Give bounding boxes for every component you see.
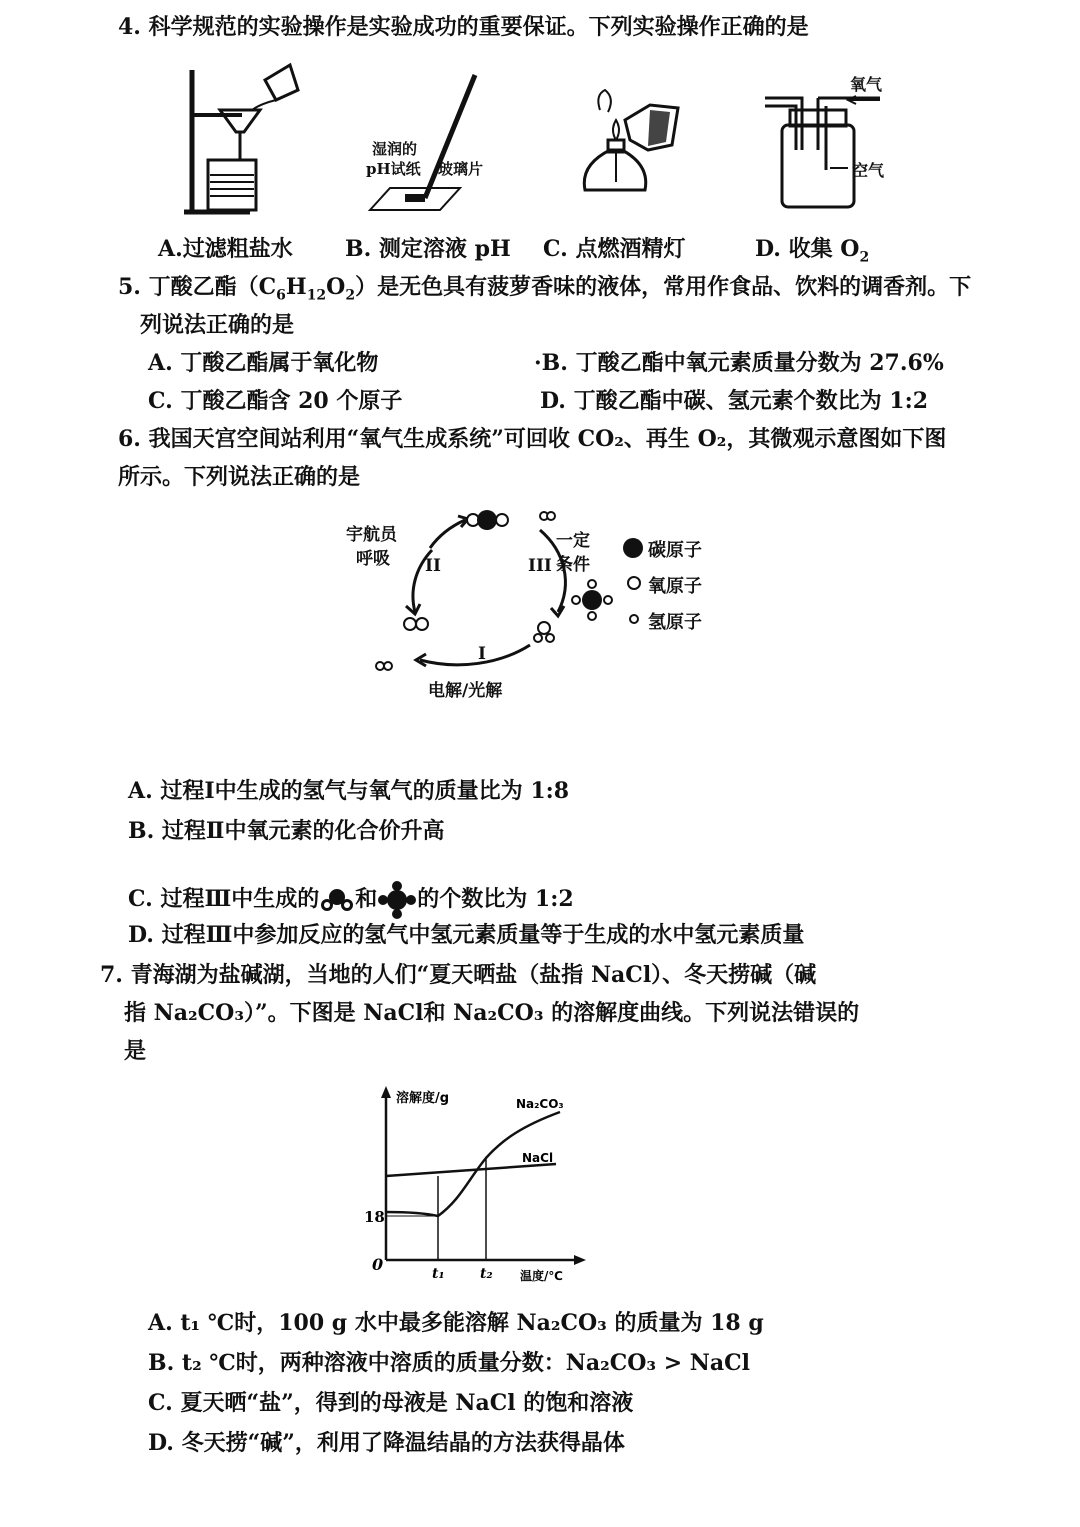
- x-axis-arrow: [574, 1255, 586, 1265]
- label-condition1: 一定: [556, 531, 590, 551]
- figure-alcohol-lamp: [570, 70, 700, 215]
- q5-stem-line1: 5. 丁酸乙酯$(C_6H_{12}O_2)$是无色具有菠萝香味的液体，常用作食品、饮料的调香剂。下: [118, 274, 972, 304]
- figure-filtration: [180, 60, 310, 220]
- label-air: 空气: [852, 161, 885, 180]
- label-condition2: 条件: [556, 555, 590, 575]
- legend-hydrogen-icon: [628, 613, 640, 625]
- q7-option-d: D. 冬天捞“碱”，利用了降温结晶的方法获得晶体: [148, 1430, 625, 1456]
- q4-stem: 4. 科学规范的实验操作是实验成功的重要保证。下列实验操作正确的是: [118, 14, 809, 40]
- q6-stem-line2: 所示。下列说法正确的是: [118, 464, 361, 490]
- x-tick-t1: t₁: [432, 1266, 445, 1282]
- legend-oxygen-icon: [626, 575, 642, 591]
- label-electrolysis: 电解/光解: [428, 681, 503, 701]
- legend-hydrogen: 氢原子: [648, 612, 702, 633]
- series-nacl-line: [386, 1164, 556, 1176]
- label-ph-paper: pH试纸: [366, 160, 421, 178]
- label-glass: 玻璃片: [438, 160, 484, 178]
- label-astronaut: 宇航员: [346, 525, 397, 545]
- q4-option-a: A.过滤粗盐水: [158, 236, 293, 262]
- q5-option-d: D. 丁酸乙酯中碳、氢元素个数比为 1:2: [540, 388, 929, 414]
- q7-option-b: B. t₂ ℃时，两种溶液中溶质的质量分数：Na₂CO₃ > NaCl: [148, 1350, 751, 1376]
- q5-stem-line2: 列说法正确的是: [140, 312, 295, 338]
- q5-option-b: ·B. 丁酸乙酯中氧元素质量分数为 27.6%: [534, 350, 944, 376]
- q6-option-b: B. 过程Ⅱ中氧元素的化合价升高: [128, 818, 445, 844]
- q6-option-c: C. 过程Ⅲ中生成的 和 的个数比为 1:2: [128, 880, 574, 920]
- q7-stem-line1: 7. 青海湖为盐碱湖，当地的人们“夏天晒盐（盐指 NaCl）、冬天捞碱（碱: [100, 962, 817, 988]
- co2-o-right-atom: [496, 514, 508, 526]
- q4-option-d: D. 收集 $O_2$: [755, 236, 870, 266]
- legend-carbon: 碳原子: [648, 540, 702, 561]
- q5-option-c: C. 丁酸乙酯含 20 个原子: [148, 388, 403, 414]
- label-process-1: I: [478, 644, 486, 664]
- q4-option-c: C. 点燃酒精灯: [543, 236, 686, 262]
- y-axis-arrow: [381, 1086, 391, 1098]
- q7-stem-line2: 指 Na₂CO₃）”。下图是 NaCl和 Na₂CO₃ 的溶解度曲线。下列说法错误的: [124, 1000, 860, 1026]
- legend-carbon-icon: [622, 537, 644, 559]
- origin-label: 0: [372, 1255, 384, 1274]
- label-breathing: 呼吸: [356, 549, 390, 569]
- x-axis-label: 温度/℃: [520, 1269, 563, 1283]
- series-label-nacl: NaCl: [522, 1151, 554, 1165]
- co2-c-atom: [477, 510, 497, 530]
- h2o-molecule-icon: [319, 888, 355, 912]
- q7-option-c: C. 夏天晒“盐”，得到的母液是 NaCl 的饱和溶液: [148, 1390, 634, 1416]
- label-process-3: III: [528, 556, 552, 576]
- series-label-na2co3: Na₂CO₃: [516, 1097, 564, 1111]
- legend-oxygen: 氧原子: [648, 576, 702, 597]
- ch4-molecule-icon: [377, 880, 417, 920]
- solubility-chart: [360, 1080, 600, 1290]
- q7-option-a: A. t₁ ℃时，100 g 水中最多能溶解 Na₂CO₃ 的质量为 18 g: [148, 1310, 764, 1336]
- label-wet: 湿润的: [372, 140, 418, 158]
- q6-option-a: A. 过程Ⅰ中生成的氢气与氧气的质量比为 1:8: [128, 778, 570, 804]
- q6-option-d: D. 过程Ⅲ中参加反应的氢气中氢元素质量等于生成的水中氢元素质量: [128, 922, 805, 948]
- label-oxygen: 氧气: [850, 75, 883, 94]
- q7-stem-line3: 是: [124, 1038, 147, 1064]
- ch4-c-atom: [582, 590, 602, 610]
- x-tick-t2: t₂: [480, 1266, 493, 1282]
- q5-option-a: A. 丁酸乙酯属于氧化物: [148, 350, 379, 376]
- label-process-2: II: [425, 556, 441, 576]
- y-axis-label: 溶解度/g: [396, 1091, 450, 1106]
- q4-option-b: B. 测定溶液 pH: [345, 236, 511, 262]
- y-tick-18: 18: [364, 1208, 385, 1226]
- q6-stem-line1: 6. 我国天宫空间站利用“氧气生成系统”可回收 CO₂、再生 O₂，其微观示意图如下图: [118, 426, 947, 452]
